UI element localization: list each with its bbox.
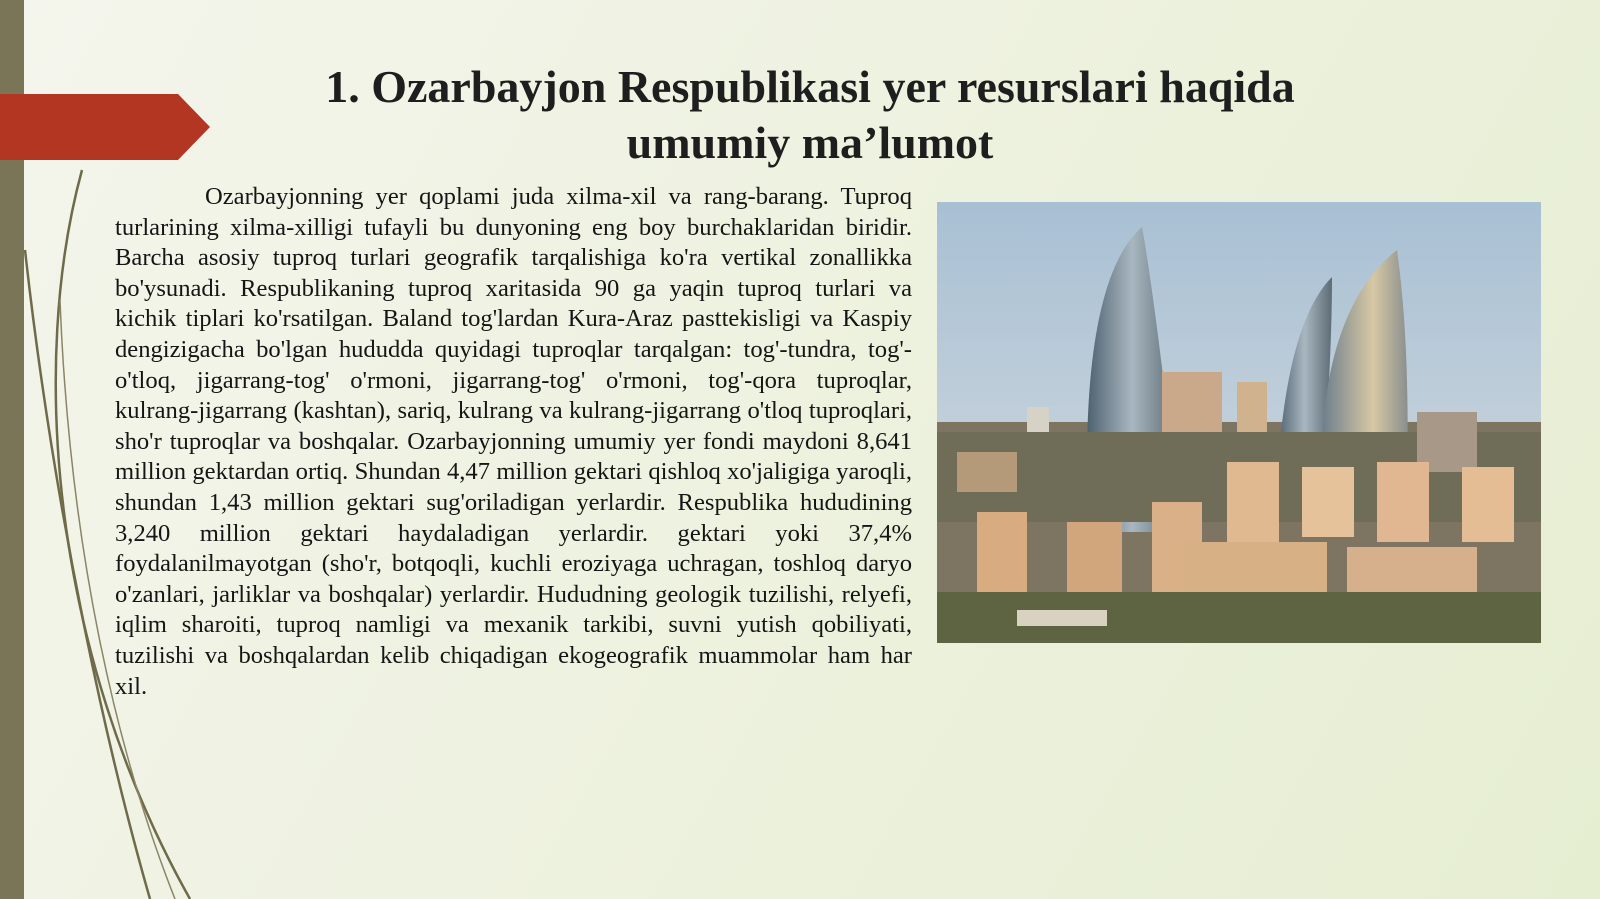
city-skyline-photo	[937, 202, 1541, 643]
title-line-1: 1. Ozarbayjon Respublikasi yer resurslari haqida	[325, 60, 1295, 112]
title-line-2: umumiy ma’lumot	[626, 116, 994, 168]
body-paragraph: Ozarbayjonning yer qoplami juda xilma-xil va rang-barang. Tuproq turlarining xilma-xilligi tufayli bu dunyoning eng boy burchaklaridan biridir. Barcha asosiy tuproq turlari geografik tarqalishiga ko'ra vertikal zonallikka bo'ysunadi. Respublikaning tuproq xaritasida 90 ga yaqin tuproq turlari va kichik tiplari ko'rsatilgan. Baland tog'lardan Kura-Araz pasttekisligi va Kaspiy dengizigacha bo'lgan hududda quyidagi tuproqlar tarqalgan: tog'-tundra, tog'-o'tloq, jigarrang-tog' o'rmoni, jigarrang-tog' o'rmoni, tog'-qora tuproqlar, kulrang-jigarrang (kashtan), sariq, kulrang va kulrang-jigarrang o'tloq tuproqlari, sho'r tuproqlar va boshqalar. Ozarbayjonning umumiy yer fondi maydoni 8,641 million gektardan ortiq. Shundan 4,47 million gektari qishloq xo'jaligiga yaroqli, shundan 1,43 million gektari sug'oriladigan yerlardir. Respublika hududining 3,240 million gektari haydaladigan yerlardir. gektari yoki 37,4% foydalanilmayotgan (sho'r, botqoqli, kuchli eroziyaga uchragan, toshloq daryo o'zanlari, jarliklar va boshqalar) yerlardir. Hududning geologik tuzilishi, relyefi, iqlim sharoiti, tuproq namligi va mexanik tarkibi, suvni yutish qobiliyati, tuzilishi va boshqalardan kelib chiqadigan ekogeografik muammolar ham har xil.	[115, 183, 912, 700]
slide-title	[230, 59, 1390, 171]
